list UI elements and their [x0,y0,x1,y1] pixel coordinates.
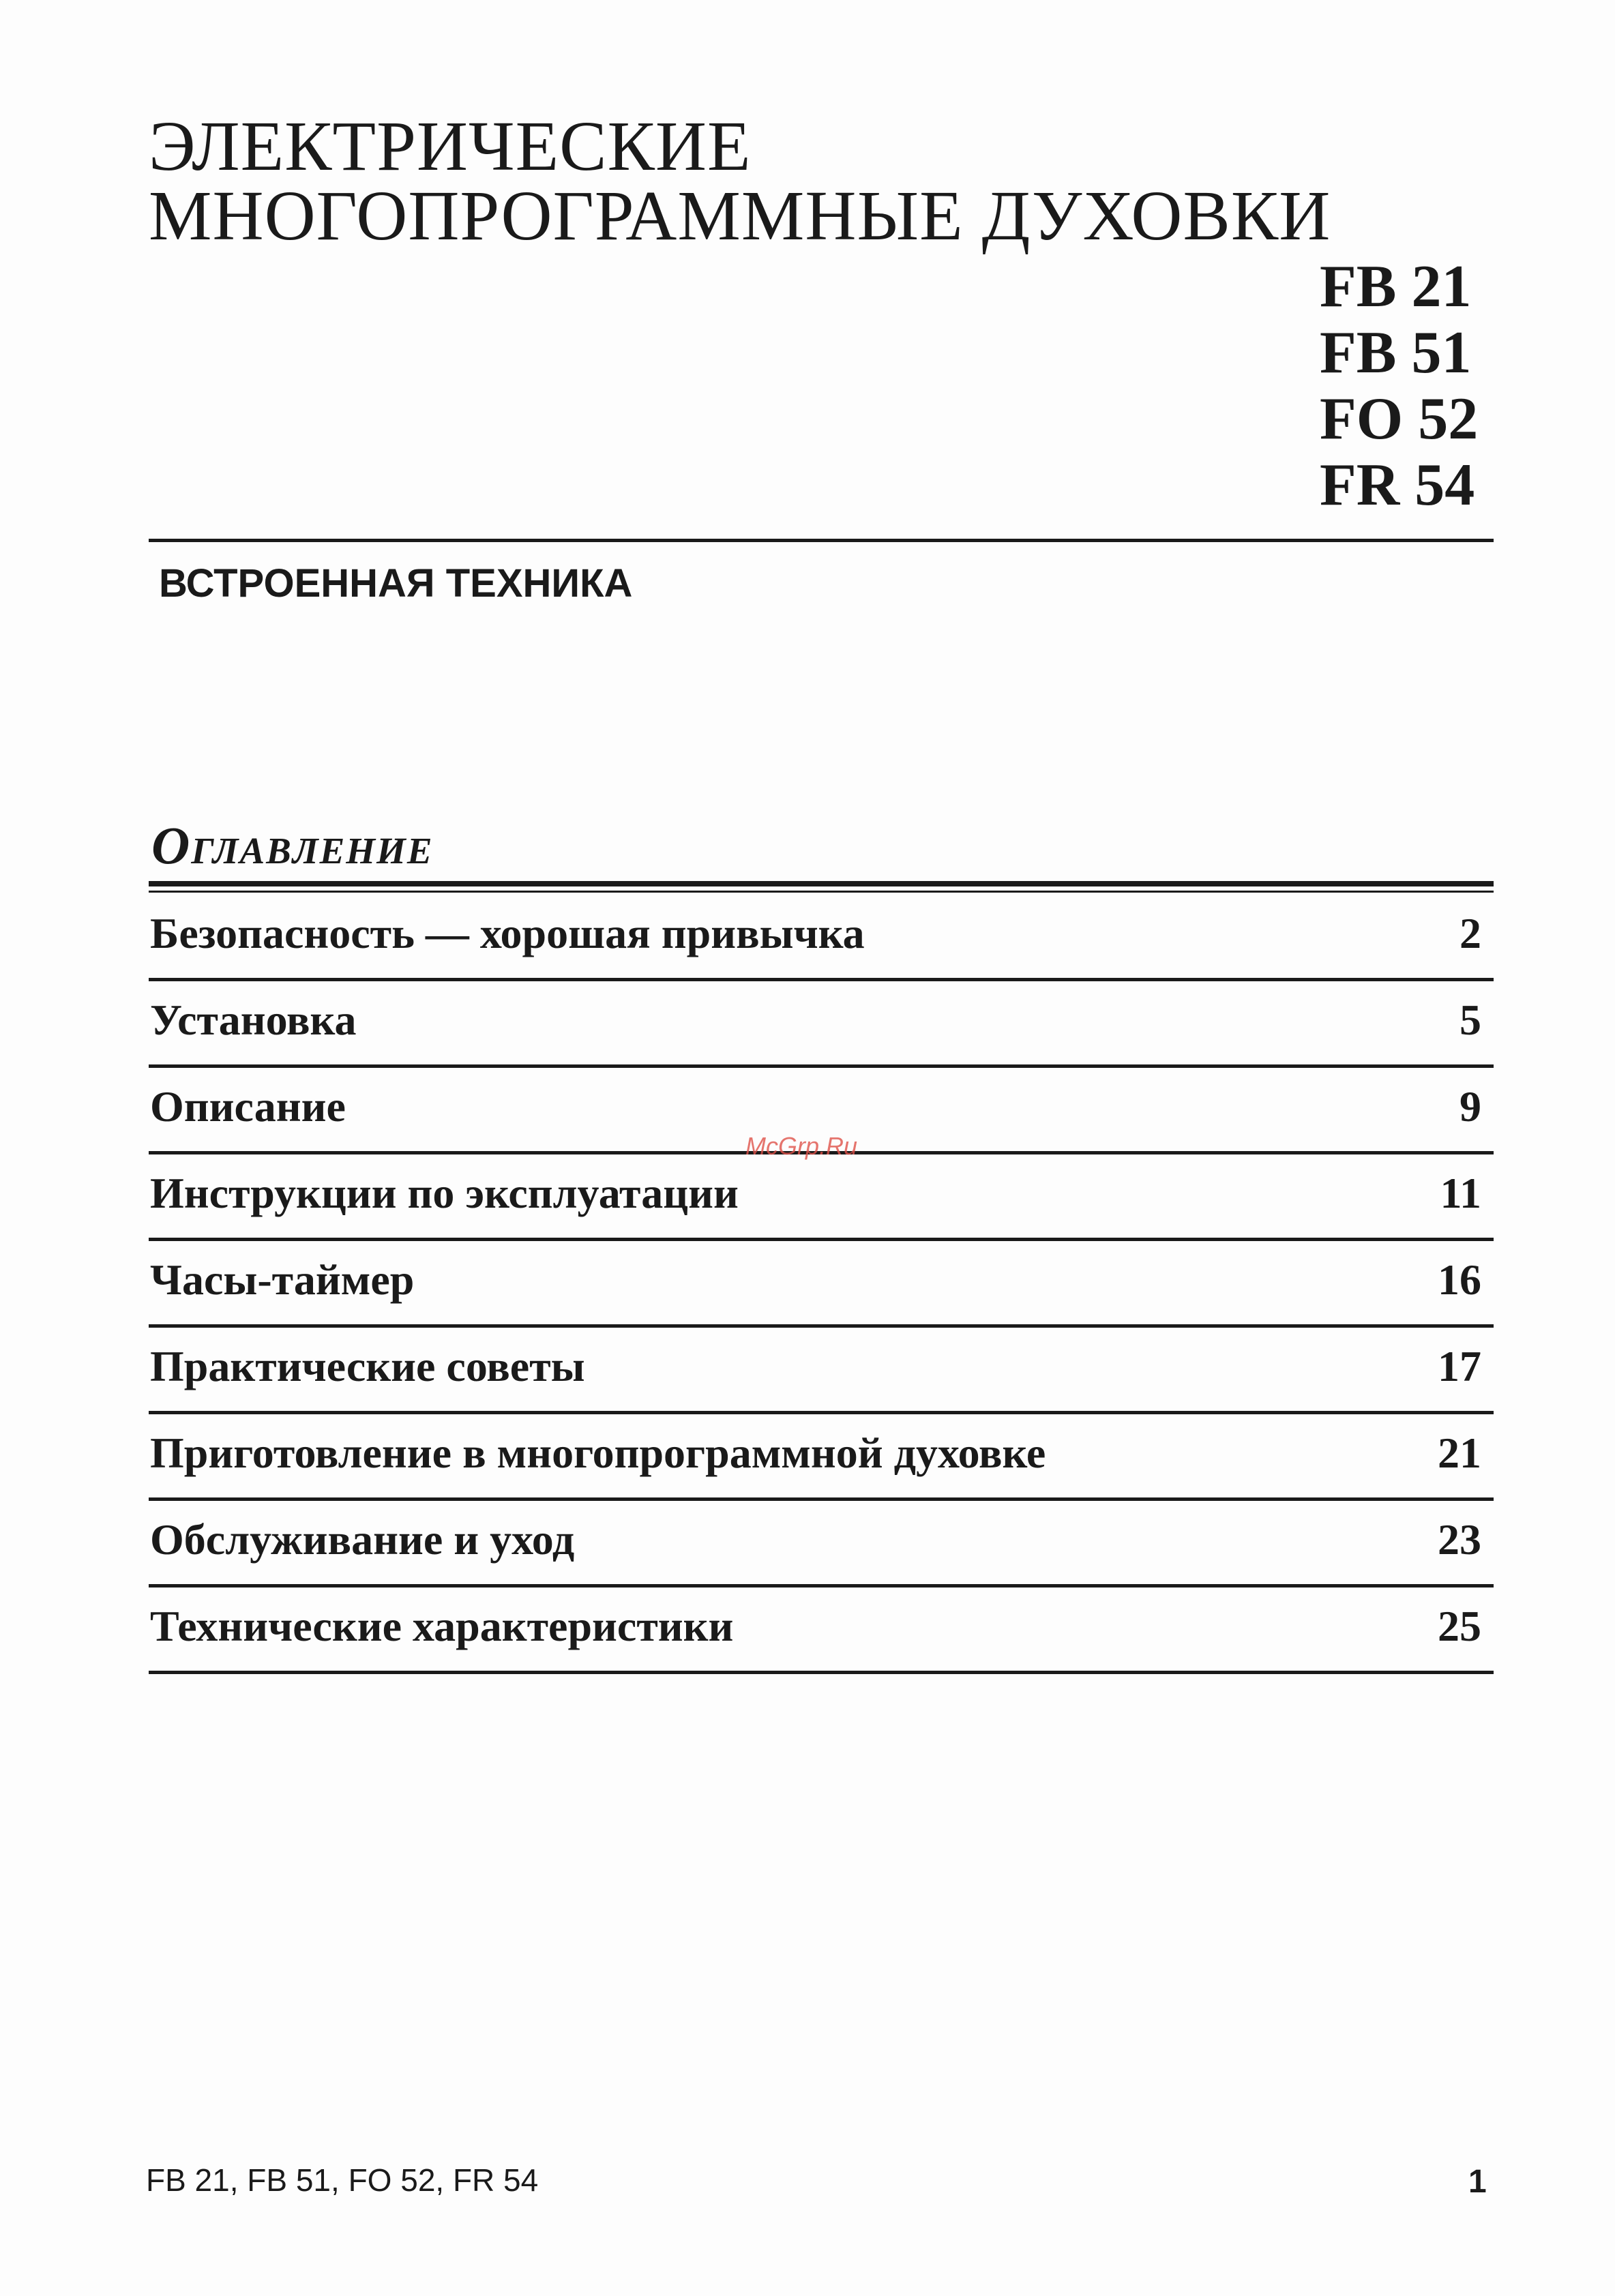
toc-heading: Оглавление [151,816,434,875]
toc-item-page: 25 [1438,1602,1481,1650]
footer-models: FB 21, FB 51, FO 52, FR 54 [146,2162,539,2198]
toc-item-label: Безопасность — хорошая привычка [150,909,865,957]
toc-item-label: Технические характеристики [150,1602,734,1650]
toc-row[interactable] [149,1241,1494,1328]
toc-item-page: 11 [1440,1169,1481,1217]
toc-item-label: Часы-таймер [150,1255,415,1304]
toc-row[interactable] [149,1154,1494,1241]
toc-item-label: Описание [150,1082,346,1131]
toc-item-label: Приготовление в многопрограммной духовке [150,1429,1046,1477]
toc-top-rule [149,881,1494,886]
toc-item-page: 9 [1460,1082,1481,1131]
toc-row[interactable] [149,895,1494,981]
model-fr54: FR 54 [1320,452,1475,518]
toc-row[interactable] [149,1587,1494,1674]
toc-item-label: Обслуживание и уход [150,1515,575,1564]
document-title-line-1: ЭЛЕКТРИЧЕСКИЕ [149,107,752,185]
toc-item-page: 23 [1438,1515,1481,1564]
toc-row[interactable] [149,981,1494,1068]
page-number: 1 [1468,2164,1487,2200]
toc-row[interactable] [149,1414,1494,1501]
header-divider [149,539,1494,542]
toc-row[interactable] [149,1328,1494,1414]
model-fb51: FB 51 [1320,320,1472,386]
model-list [1320,254,1497,518]
model-fb21: FB 21 [1320,254,1472,320]
document-subtitle: ВСТРОЕННАЯ ТЕХНИКА [159,561,633,606]
model-fo52: FO 52 [1320,386,1479,452]
toc-item-page: 2 [1460,909,1481,957]
table-of-contents [149,895,1494,1674]
toc-item-page: 16 [1438,1255,1481,1304]
toc-top-rule-thin [149,891,1494,893]
toc-item-label: Практические советы [150,1342,585,1390]
toc-item-page: 21 [1438,1429,1481,1477]
toc-item-label: Инструкции по эксплуатации [150,1169,739,1217]
toc-item-label: Установка [150,996,357,1044]
toc-item-page: 5 [1460,996,1481,1044]
document-title-line-2: МНОГОПРОГРАММНЫЕ ДУХОВКИ [149,177,1331,255]
watermark: McGrp.Ru [745,1132,858,1160]
toc-item-page: 17 [1438,1342,1481,1390]
toc-row[interactable] [149,1501,1494,1587]
